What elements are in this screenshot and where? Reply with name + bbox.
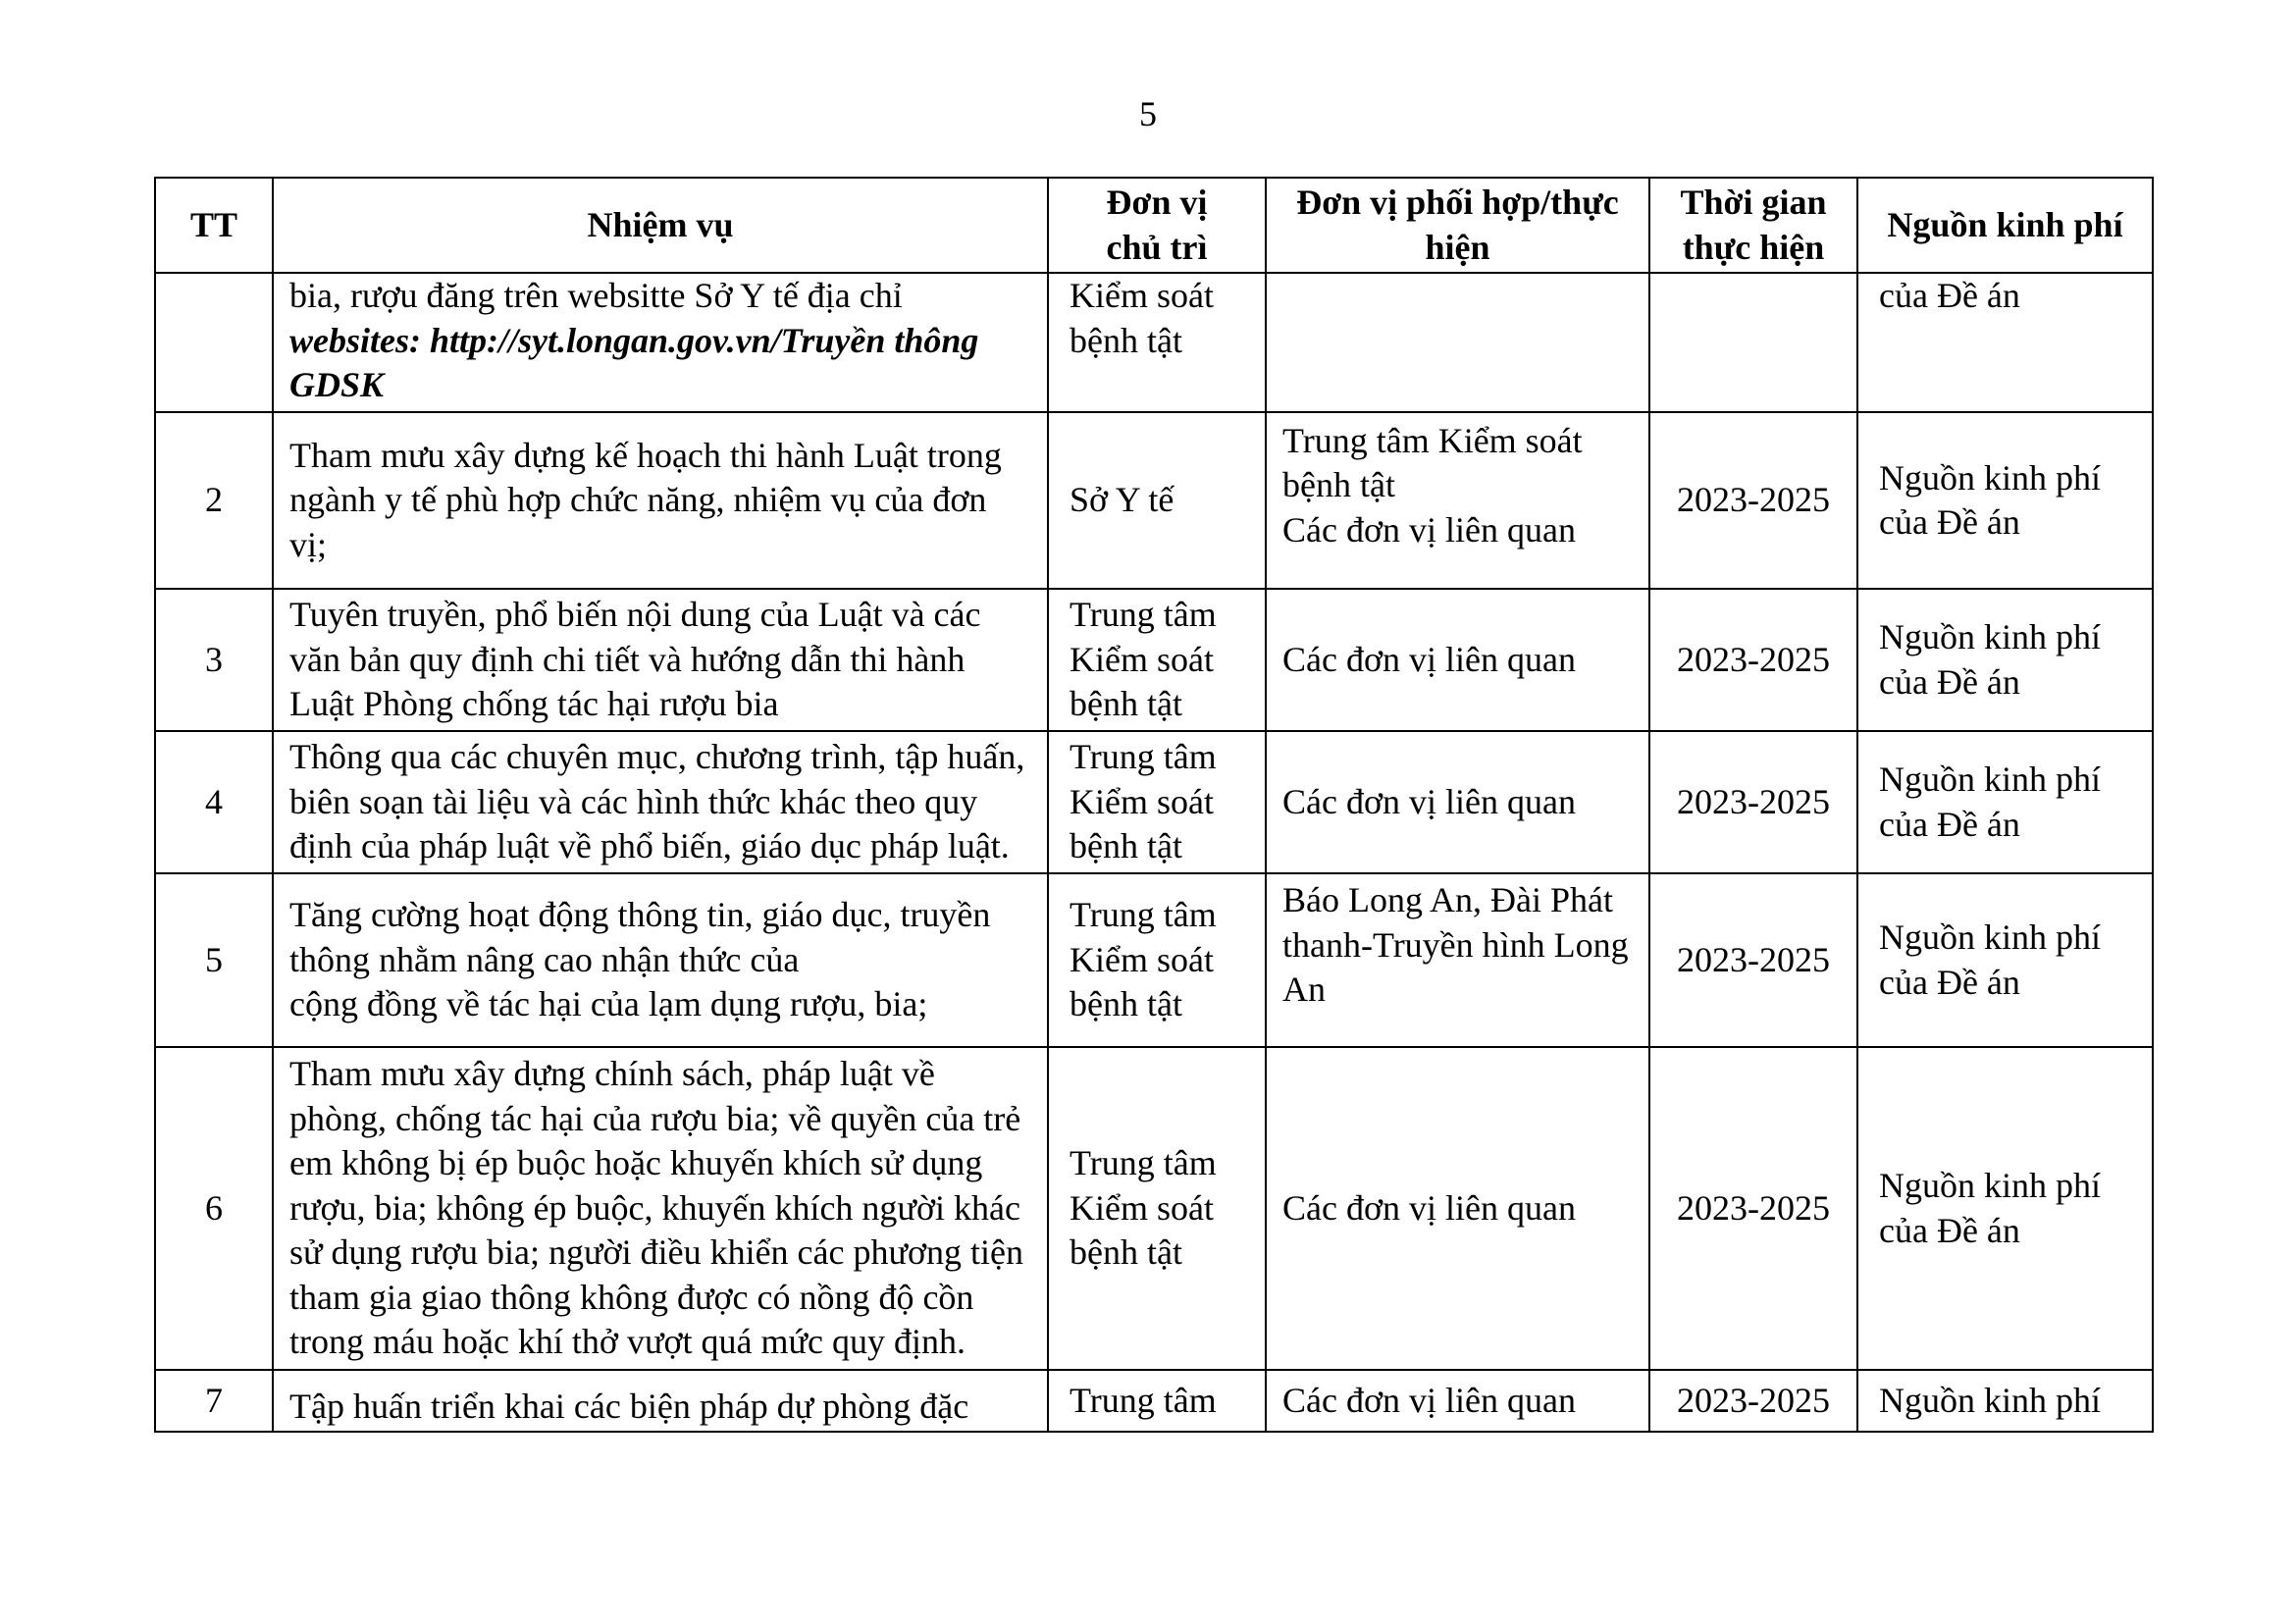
task-cell: Tuyên truyền, phổ biến nội dung của Luật và các văn bản quy định chi tiết và hướng dẫn thi hành Luật Phòng chống tác hại rượu bia [273,589,1048,731]
partner-unit-cell: Báo Long An, Đài Phát thanh-Truyền hình Long An [1266,873,1649,1047]
task-cell [273,273,1048,412]
page-number: 5 [1139,94,1157,133]
timeframe-cell: 2023-2025 [1649,1047,1857,1370]
partner-unit-cell: Các đơn vị liên quan [1266,589,1649,731]
funding-cell: Nguồn kinh phí của Đề án [1857,589,2153,731]
timeframe-cell [1649,273,1857,412]
table-row [155,731,2153,873]
task-text: bia, rượu đăng trên websitte Sở Y tế địa chỉ [289,276,903,315]
partner-unit-cell: Trung tâm Kiểm soát bệnh tật Các đơn vị liên quan [1266,412,1649,589]
header-lead-unit: Đơn vị chủ trì [1048,178,1266,273]
table-row [155,873,2153,1047]
header-funding: Nguồn kinh phí [1857,178,2153,273]
partner-unit-cell [1266,273,1649,412]
row-number: 3 [155,589,273,731]
row-number: 4 [155,731,273,873]
funding-cell: Nguồn kinh phí của Đề án [1857,873,2153,1047]
lead-unit-cell: Trung tâm Kiểm soát bệnh tật [1048,731,1266,873]
table-row [155,1370,2153,1432]
row-number: 6 [155,1047,273,1370]
task-cell: Tham mưu xây dựng kế hoạch thi hành Luật trong ngành y tế phù hợp chức năng, nhiệm vụ của đơn vị; [273,412,1048,589]
task-table [154,177,2154,1433]
timeframe-cell: 2023-2025 [1649,1370,1857,1432]
lead-unit-cell: Trung tâm Kiểm soát bệnh tật [1048,589,1266,731]
table-row [155,589,2153,731]
task-cell: Thông qua các chuyên mục, chương trình, tập huấn, biên soạn tài liệu và các hình thức khác theo quy định của pháp luật về phổ biến, giáo dục pháp luật. [273,731,1048,873]
row-number: 5 [155,873,273,1047]
header-task: Nhiệm vụ [273,178,1048,273]
lead-unit-cell: Trung tâm Kiểm soát bệnh tật [1048,1047,1266,1370]
lead-unit-cell: Kiểm soát bệnh tật [1048,273,1266,412]
lead-unit-cell: Trung tâm Kiểm soát bệnh tật [1048,873,1266,1047]
task-website-text: websites: http://syt.longan.gov.vn/Truyền thông GDSK [289,320,979,404]
lead-unit-cell: Trung tâm [1048,1370,1266,1432]
header-partner-unit: Đơn vị phối hợp/thực hiện [1266,178,1649,273]
task-cell: Tập huấn triển khai các biện pháp dự phòng đặc [273,1370,1048,1432]
partner-unit-cell: Các đơn vị liên quan [1266,731,1649,873]
table-header-row [155,178,2153,273]
task-cell: Tham mưu xây dựng chính sách, pháp luật về phòng, chống tác hại của rượu bia; về quyền của trẻ em không bị ép buộc hoặc khuyến khích sử dụng rượu, bia; không ép buộc, khuyến khích người khác sử dụng rượu bia; người điều khiển các phương tiện tham gia giao thông không được có nồng độ cồn trong máu hoặc khí thở vượt quá mức quy định. [273,1047,1048,1370]
funding-cell: Nguồn kinh phí [1857,1370,2153,1432]
timeframe-cell: 2023-2025 [1649,589,1857,731]
timeframe-cell: 2023-2025 [1649,731,1857,873]
partner-unit-cell: Các đơn vị liên quan [1266,1370,1649,1432]
timeframe-cell: 2023-2025 [1649,412,1857,589]
funding-cell: Nguồn kinh phí của Đề án [1857,412,2153,589]
funding-cell: Nguồn kinh phí của Đề án [1857,731,2153,873]
lead-unit-cell: Sở Y tế [1048,412,1266,589]
row-number: 2 [155,412,273,589]
funding-cell: của Đề án [1857,273,2153,412]
row-number [155,273,273,412]
row-number: 7 [155,1370,273,1432]
table-row [155,273,2153,412]
funding-cell: Nguồn kinh phí của Đề án [1857,1047,2153,1370]
table-row [155,412,2153,589]
header-timeframe: Thời gian thực hiện [1649,178,1857,273]
timeframe-cell: 2023-2025 [1649,873,1857,1047]
table-row [155,1047,2153,1370]
partner-unit-cell: Các đơn vị liên quan [1266,1047,1649,1370]
task-cell: Tăng cường hoạt động thông tin, giáo dục, truyền thông nhằm nâng cao nhận thức của cộng đồng về tác hại của lạm dụng rượu, bia; [273,873,1048,1047]
header-tt: TT [155,178,273,273]
